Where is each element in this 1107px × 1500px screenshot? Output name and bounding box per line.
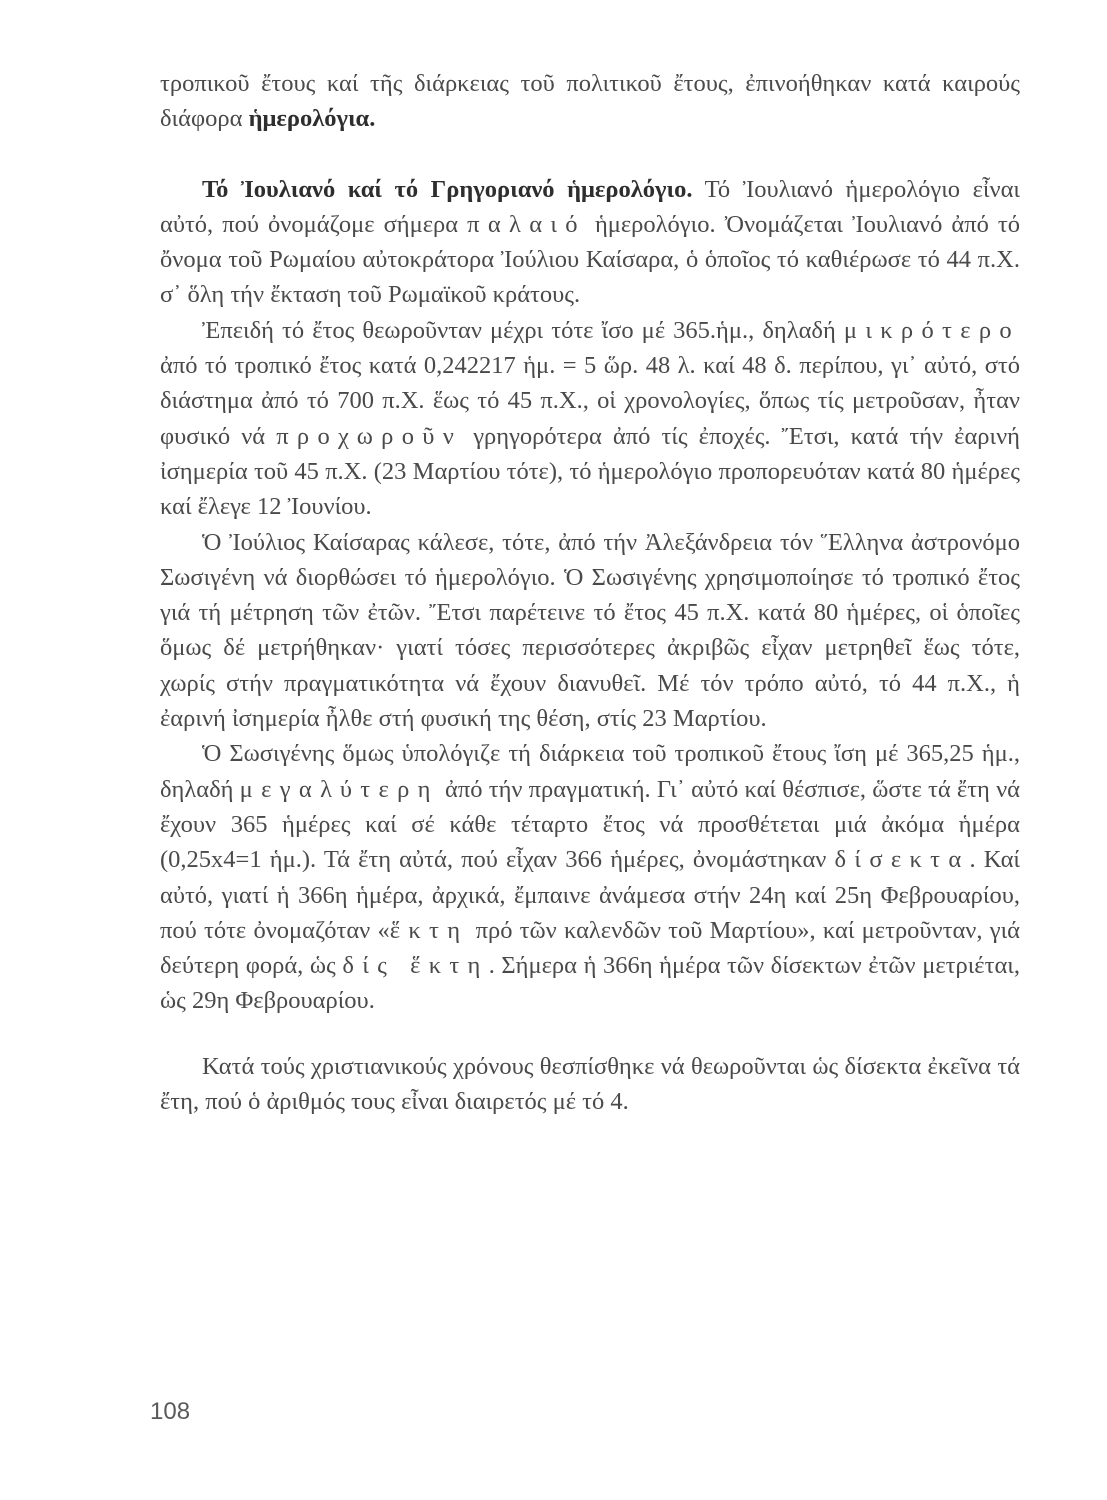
paragraph-1 xyxy=(160,66,1020,137)
spaced-term-advance: προχωροῦν xyxy=(276,422,463,450)
paragraph-5-text-b: ἀπό τήν πραγματική. Γι᾿ αὐτό καί θέσπισε, ὥστε τά ἔτη νά ἔχουν 365 ἡμέρες καί σέ κάθε τέταρτο ἔτος νά προσθέτεται μιά ἀκόμα ἡμέρα (0,25x4=1 ἡμ.). Τά ἔτη αὐτά, πού εἶχαν 366 ἡμέρες, ὀνομάστηκαν xyxy=(160,775,1020,874)
paragraph-5-text-c: . Καί αὐτό, γιατί ἡ 366η ἡμέρα, ἀρχικά, ἔμπαινε ἀνάμεσα στήν 24η καί 25η Φεβρουαρίου, πού τότε ὀνομαζόταν « xyxy=(160,846,1021,944)
paragraph-3-text-b: ἀπό τό τροπικό ἔτος κατά 0,242217 ἡμ. = 5 ὥρ. 48 λ. καί 48 δ. περίπου, γι᾿ αὐτό, στό διάστημα ἀπό τό 700 π.Χ. ἕως τό 45 π.Χ., οἱ χρονολογίες, ὅπως τίς μετροῦσαν, ἦταν φυσικό νά xyxy=(160,352,1020,450)
spaced-term-larger: μεγαλύτερη xyxy=(239,775,439,803)
section-heading: Τό Ἰουλιανό καί τό Γρηγοριανό ἡμερολόγιο. xyxy=(202,175,693,203)
spaced-term-sixth: ἕκτη xyxy=(389,916,469,944)
paragraph-1-text: τροπικοῦ ἔτους καί τῆς διάρκειας τοῦ πολιτικοῦ ἔτους, ἐπινοήθηκαν κατά καιρούς διάφορα xyxy=(160,70,1020,133)
page-number: 108 xyxy=(150,1398,191,1425)
paragraph-3-text-a: Ἐπειδή τό ἔτος θεωροῦνταν μέχρι τότε ἴσο μέ 365.ἡμ., δηλαδή xyxy=(202,316,844,344)
paragraph-6-text: Κατά τούς χριστιανικούς χρόνους θεσπίσθηκε νά θεωροῦνται ὡς δίσεκτα ἐκεῖνα τά ἔτη, πού ὁ ἀριθμός τους εἶναι διαιρετός μέ τό 4. xyxy=(160,1052,1020,1116)
paragraph-5-text-a: Ὁ Σωσιγένης ὅμως ὑπολόγιζε τή διάρκεια τοῦ τροπικοῦ ἔτους ἴση μέ 365,25 ἡμ., δηλαδή xyxy=(160,740,1020,803)
paragraph-5-text-e: . Σήμερα ἡ 366η ἡμέρα τῶν δίσεκτων ἐτῶν μετριέται, ὡς 29η Φεβρουαρίου. xyxy=(160,952,1020,1015)
spaced-term-twice-sixth: δίς ἕκτη xyxy=(342,952,489,980)
spaced-term-leap: δίσεκτα xyxy=(834,846,970,874)
body-text xyxy=(160,66,1020,1119)
spaced-term-old: παλαιό xyxy=(467,210,586,238)
paragraph-2 xyxy=(160,172,1020,313)
spaced-term-smaller: μικρότερο xyxy=(843,316,1020,344)
paragraph-3-text-c: γρηγορότερα ἀπό τίς ἐποχές. Ἔτσι, κατά τήν ἐαρινή ἰσημερία τοῦ 45 π.Χ. (23 Μαρτίου τότε), τό ἡμερολόγιο προπορευόταν κατά 80 ἡμέρες καί ἔλεγε 12 Ἰουνίου. xyxy=(160,422,1020,521)
paragraph-5-text-d: πρό τῶν καλενδῶν τοῦ Μαρτίου», καί μετροῦνταν, γιά δεύτερη φορά, ὡς xyxy=(160,916,1020,980)
paragraph-4 xyxy=(160,525,1020,737)
paragraph-3 xyxy=(160,313,1020,525)
paragraph-2-text-b: ἡμερολόγιο. Ὀνομάζεται Ἰουλιανό ἀπό τό ὄνομα τοῦ Ρωμαίου αὐτοκράτορα Ἰούλιου Καίσαρα, ὁ ὁποῖος τό καθιέρωσε τό 44 π.Χ. σ᾿ ὅλη τήν ἔκταση τοῦ Ρωμαϊκοῦ κράτους. xyxy=(160,210,1020,309)
paragraph-4-text: Ὁ Ἰούλιος Καίσαρας κάλεσε, τότε, ἀπό τήν Ἀλεξάνδρεια τόν Ἕλληνα ἀστρονόμο Σωσιγένη νά διορθώσει τό ἡμερολόγιο. Ὁ Σωσιγένης χρησιμοποίησε τό τροπικό ἔτος γιά τή μέτρηση τῶν ἐτῶν. Ἔτσι παρέτεινε τό ἔτος 45 π.Χ. κατά 80 ἡμέρες, οἱ ὁποῖες ὅμως δέ μετρήθηκαν· γιατί τόσες περισσότερες ἀκριβῶς εἶχαν μετρηθεῖ ἕως τότε, χωρίς στήν πραγματικότητα νά ἔχουν διανυθεῖ. Μέ τόν τρόπο αὐτό, τό 44 π.Χ., ἡ ἐαρινή ἰσημερία ἦλθε στή φυσική της θέση, στίς 23 Μαρτίου. xyxy=(160,528,1020,733)
bold-term-calendars: ἡμερολόγια. xyxy=(248,105,376,133)
paragraph-5 xyxy=(160,736,1020,1018)
paragraph-6 xyxy=(160,1049,1020,1120)
paragraph-2-text-a: Τό Ἰουλιανό ἡμερολόγιο εἶναι αὐτό, πού ὀνομάζομε σήμερα xyxy=(160,175,1020,238)
